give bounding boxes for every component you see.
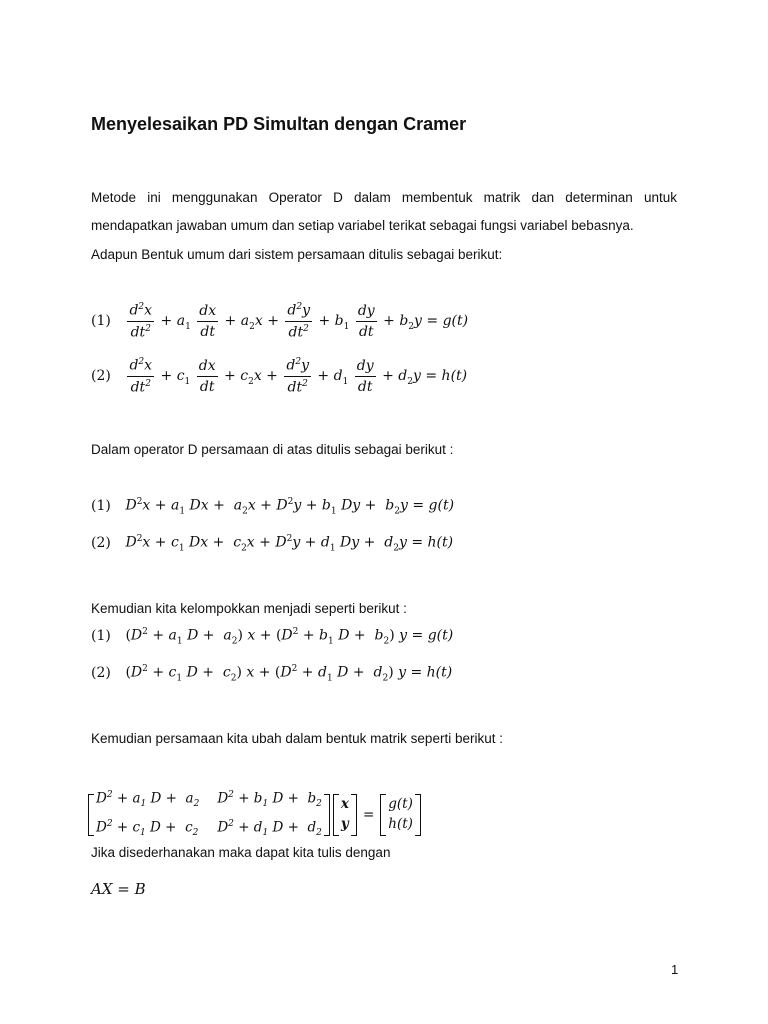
operator-paragraph: Dalam operator D persamaan di atas ditulis sebagai berikut :: [91, 442, 454, 457]
equation-label: (1): [91, 627, 111, 644]
equation-rhs: = g(t): [412, 497, 455, 514]
equation-label: (2): [91, 368, 111, 385]
equation-rhs: = g(t): [411, 627, 454, 644]
page-number: 1: [671, 962, 679, 977]
group-paragraph: Kemudian kita kelompokkan menjadi seperti berikut :: [91, 601, 407, 616]
equation-label: (2): [91, 664, 111, 681]
coefficient-matrix: $D^2 + a_1$ $D + a_2$ $D^2 + b_1$ $D + b_2$ $D^2 + c_1$ $D + c_2$ $D^2 + d_1$ $D + d_2$: [96, 790, 322, 839]
general-equation-1: (1) $\frac{d^2x}{dt^2}$ + $a_1$ $\frac{dx}{dt}$ + $a_2x$ + $\frac{d^2y}{dt^2}$ + $b_1$ $\frac{dy}{dt}$ + $b_2y = g(t)$: [91, 302, 469, 341]
operator-equation-1: (1) $D^2x + a_1$ $Dx + a_2x + D^2y + b_1$ $Dy + b_2y = g(t)$: [91, 497, 455, 517]
vector-bracket-right: [351, 794, 357, 836]
matrix-paragraph: Kemudian persamaan kita ubah dalam bentuk matrik seperti berikut :: [91, 731, 503, 746]
grouped-equation-2: (2) ($D^2 + c_1$ $D + c_2$) $x + (D^2 + d_1$ $D + d_2$) y = h(t): [91, 664, 453, 684]
final-equation: AX = B: [91, 880, 146, 898]
general-equation-2: (2) $\frac{d^2x}{dt^2}$ + $c_1$ $\frac{dx}{dt}$ + $c_2x$ + $\frac{d^2y}{dt^2}$ + $d_1$ $\frac{dy}{dt}$ + $d_2y = h(t)$: [91, 357, 468, 396]
equation-label: (1): [91, 497, 111, 514]
equation-label: (1): [91, 313, 111, 330]
operator-equation-2: (2) $D^2x + c_1$ $Dx + c_2x + D^2y + d_1$ $Dy + d_2y = h(t)$: [91, 534, 454, 554]
page-title: Menyelesaikan PD Simultan dengan Cramer: [91, 114, 467, 134]
intro-paragraph-line-2: mendapatkan jawaban umum dan setiap variabel terikat sebagai fungsi variabel bebasnya.: [91, 218, 634, 233]
matrix-equation: $D^2 + a_1$ $D + a_2$ $D^2 + b_1$ $D + b_2$ $D^2 + c_1$ $D + c_2$ $D^2 + d_1$ $D + d_2$ x y = g(t) h(t): [88, 786, 421, 843]
equation-rhs: = h(t): [425, 368, 468, 385]
intro-paragraph-line-3: Adapun Bentuk umum dari sistem persamaan ditulis sebagai berikut:: [91, 247, 503, 262]
equation-rhs: = h(t): [411, 534, 454, 551]
intro-paragraph-line-1: Metode ini menggunakan Operator D dalam membentuk matrik dan determinan untuk: [91, 190, 677, 205]
rhs-bracket-right: [415, 794, 421, 836]
matrix-bracket-right: [324, 794, 330, 836]
simplify-paragraph: Jika disederhanakan maka dapat kita tulis dengan: [91, 845, 391, 860]
equation-rhs: = g(t): [426, 313, 469, 330]
rhs-vector: g(t) h(t): [388, 796, 413, 833]
grouped-equation-1: (1) ($D^2 + a_1$ $D + a_2$) $x + (D^2 + b_1$ $D + b_2$) y = g(t): [91, 627, 454, 647]
variable-vector: x y: [340, 796, 349, 833]
equation-label: (2): [91, 534, 111, 551]
equation-rhs: = h(t): [410, 664, 453, 681]
